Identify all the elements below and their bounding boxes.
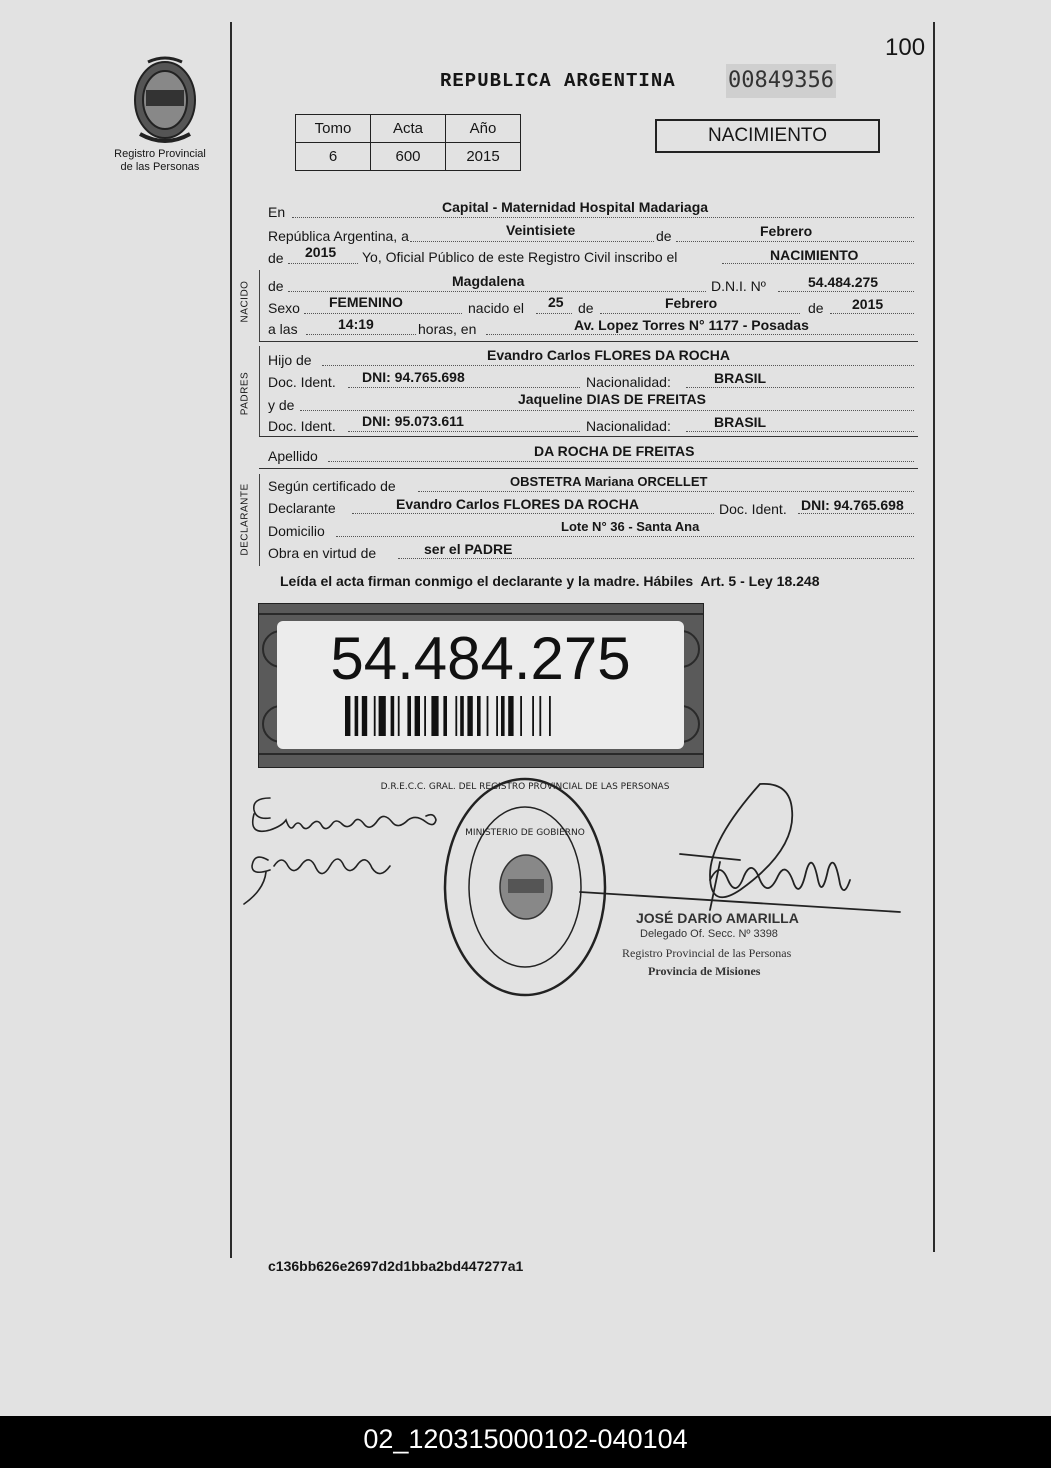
- label-oficial: Yo, Oficial Público de este Registro Civil inscribo el: [362, 249, 678, 265]
- section-divider: [259, 341, 918, 342]
- section-divider: [259, 468, 918, 469]
- dotted-line: [536, 313, 572, 314]
- value-dia-nacimiento: 25: [548, 294, 564, 310]
- country-title: REPUBLICA ARGENTINA: [440, 70, 676, 92]
- right-margin-line: [933, 22, 935, 1252]
- label-nacionalidad-madre: Nacionalidad:: [586, 418, 671, 434]
- dotted-line: [292, 217, 914, 218]
- dotted-line: [288, 263, 358, 264]
- label-declarante: Declarante: [268, 500, 336, 516]
- tomo-value: 6: [296, 143, 371, 171]
- page-number: 100: [885, 34, 926, 61]
- section-label-nacido: NACIDO: [239, 280, 251, 323]
- dotted-line: [300, 410, 914, 411]
- dotted-line: [798, 513, 914, 514]
- label-nacido-el: nacido el: [468, 300, 525, 316]
- dotted-line: [304, 313, 462, 314]
- tomo-acta-anio-table: [295, 114, 521, 171]
- value-madre-nacionalidad: BRASIL: [714, 414, 767, 430]
- value-hora: 14:19: [338, 316, 374, 332]
- value-madre-doc: DNI: 95.073.611: [362, 413, 464, 429]
- label-y-de: y de: [268, 397, 295, 413]
- label-de-anio-nacimiento: de: [808, 300, 824, 316]
- dotted-line: [722, 263, 914, 264]
- label-horas-en: horas, en: [418, 321, 477, 337]
- label-doc-ident-declarante: Doc. Ident.: [719, 501, 787, 517]
- dotted-line: [288, 291, 706, 292]
- acta-header: Acta: [371, 115, 446, 143]
- acta-value: 600: [371, 143, 446, 171]
- label-hijo-de: Hijo de: [268, 352, 312, 368]
- stamp-role: Delegado Of. Secc. Nº 3398: [640, 928, 778, 940]
- dotted-line: [322, 365, 914, 366]
- value-padre-nacionalidad: BRASIL: [714, 370, 767, 386]
- value-dia: Veintisiete: [506, 222, 576, 238]
- tomo-header: Tomo: [296, 115, 371, 143]
- registry-name-line2: de las Personas: [120, 161, 200, 173]
- sticker-id-number: 54.484.275: [330, 625, 631, 692]
- value-lugar-nacimiento: Av. Lopez Torres N° 1177 - Posadas: [574, 317, 809, 333]
- province-coat-of-arms-logo: [118, 52, 212, 146]
- anio-header: Año: [446, 115, 521, 143]
- value-nombre: Magdalena: [452, 273, 525, 289]
- label-de-dia: de: [578, 300, 594, 316]
- dotted-line: [352, 513, 714, 514]
- value-certificado: OBSTETRA Mariana ORCELLET: [510, 474, 708, 489]
- document-type-box: NACIMIENTO: [655, 119, 880, 153]
- value-anio: 2015: [305, 244, 337, 260]
- section-bar: [259, 346, 260, 436]
- dotted-line: [600, 313, 800, 314]
- value-mes-nacimiento: Febrero: [665, 295, 718, 311]
- label-apellido: Apellido: [268, 448, 318, 464]
- dotted-line: [686, 431, 914, 432]
- dotted-line: [348, 431, 580, 432]
- label-sexo: Sexo: [268, 300, 300, 316]
- value-domicilio: Lote N° 36 - Santa Ana: [561, 519, 700, 534]
- seal-inner-text: MINISTERIO DE GOBIERNO: [465, 828, 585, 838]
- value-tipo: NACIMIENTO: [770, 247, 859, 263]
- label-de-nombre: de: [268, 278, 284, 294]
- label-obra: Obra en virtud de: [268, 545, 377, 561]
- value-apellido: DA ROCHA DE FREITAS: [534, 443, 695, 459]
- value-madre: Jaqueline DIAS DE FREITAS: [518, 391, 706, 407]
- document-hash: c136bb626e2697d2d1bba2bd447277a1: [268, 1258, 524, 1274]
- value-dni: 54.484.275: [808, 274, 879, 290]
- seal-ring-text: D.R.E.C.C. GRAL. DEL REGISTRO PROVINCIAL DE LAS PERSONAS: [380, 782, 670, 792]
- label-doc-ident-madre: Doc. Ident.: [268, 418, 336, 434]
- dotted-line: [686, 387, 914, 388]
- barcode: [345, 696, 613, 736]
- label-nacionalidad-padre: Nacionalidad:: [586, 374, 671, 390]
- footer-file-code: 02_120315000102-040104: [0, 1416, 1051, 1468]
- label-en: En: [268, 204, 286, 220]
- label-domicilio: Domicilio: [268, 523, 325, 539]
- stamp-name: JOSÉ DARIO AMARILLA: [636, 910, 799, 926]
- official-signature: [560, 780, 910, 930]
- dotted-line: [676, 241, 914, 242]
- closing-statement: Leída el acta firman conmigo el declarante y la madre. Hábiles Art. 5 - Ley 18.248: [280, 573, 820, 589]
- stamp-registry: Registro Provincial de las Personas: [622, 946, 792, 960]
- dotted-line: [398, 558, 914, 559]
- section-label-padres: PADRES: [239, 371, 251, 416]
- serial-number: 00849356: [726, 64, 836, 98]
- handwritten-signatures: [230, 780, 450, 910]
- value-mes: Febrero: [760, 223, 813, 239]
- dotted-line: [336, 536, 914, 537]
- section-bar: [259, 474, 260, 566]
- value-declarante: Evandro Carlos FLORES DA ROCHA: [396, 496, 639, 512]
- label-republica: República Argentina, a: [268, 228, 409, 244]
- id-number-sticker: [258, 603, 704, 768]
- left-margin-line: [230, 22, 232, 1258]
- dotted-line: [328, 461, 914, 462]
- section-bar: [259, 270, 260, 342]
- stamp-province: Provincia de Misiones: [648, 964, 761, 978]
- section-divider: [259, 436, 918, 437]
- label-dni: D.N.I. Nº: [711, 278, 766, 294]
- value-sexo: FEMENINO: [329, 294, 403, 310]
- section-label-declarante: DECLARANTE: [239, 483, 251, 556]
- dotted-line: [830, 313, 914, 314]
- value-declarante-doc: DNI: 94.765.698: [801, 497, 904, 513]
- dotted-line: [348, 387, 580, 388]
- dotted-line: [486, 334, 914, 335]
- registry-name-line1: Registro Provincial: [114, 148, 206, 160]
- dotted-line: [410, 241, 654, 242]
- value-padre-doc: DNI: 94.765.698: [362, 369, 465, 385]
- dotted-line: [418, 491, 914, 492]
- label-segun-certificado: Según certificado de: [268, 478, 396, 494]
- value-obra: ser el PADRE: [424, 541, 513, 557]
- value-anio-nacimiento: 2015: [852, 296, 884, 312]
- label-de-mes: de: [656, 228, 672, 244]
- label-de-anio: de: [268, 250, 284, 266]
- label-doc-ident-padre: Doc. Ident.: [268, 374, 336, 390]
- label-a-las: a las: [268, 321, 298, 337]
- dotted-line: [306, 334, 416, 335]
- value-padre: Evandro Carlos FLORES DA ROCHA: [487, 347, 730, 363]
- value-lugar: Capital - Maternidad Hospital Madariaga: [442, 199, 709, 215]
- anio-value: 2015: [446, 143, 521, 171]
- dotted-line: [778, 291, 914, 292]
